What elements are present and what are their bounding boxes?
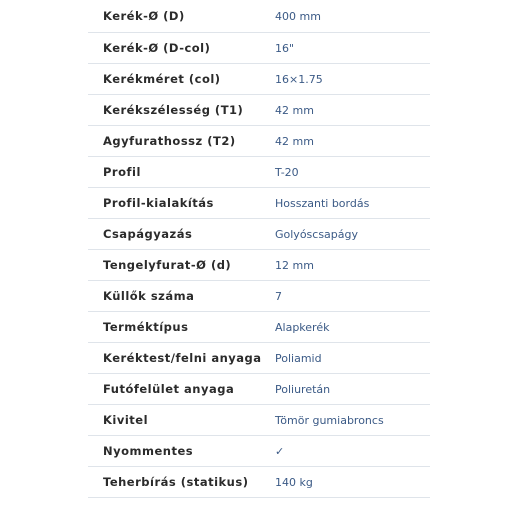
spec-label: Profil-kialakítás [103, 196, 214, 210]
spec-table [88, 0, 430, 498]
spec-row-non-marking [88, 436, 430, 467]
spec-label: Futófelület anyaga [103, 382, 235, 396]
spec-value: 16" [275, 41, 295, 55]
spec-label: Csapágyazás [103, 227, 193, 241]
spec-value: Tömör gumiabroncs [275, 413, 384, 427]
checkmark-icon: ✓ [275, 444, 285, 458]
spec-label: Kerék-Ø (D-col) [103, 41, 211, 55]
spec-row-axle-bore [88, 250, 430, 281]
spec-row-spoke-count [88, 281, 430, 312]
spec-row-load-capacity [88, 467, 430, 498]
spec-row-wheel-diameter [88, 0, 430, 33]
spec-label: Nyommentes [103, 444, 194, 458]
spec-value: Golyóscsapágy [275, 227, 359, 241]
spec-value: Poliuretán [275, 382, 331, 396]
spec-value: 16×1.75 [275, 72, 323, 86]
spec-value: Hosszanti bordás [275, 196, 370, 210]
spec-row-profile-design [88, 188, 430, 219]
spec-row-wheel-width [88, 95, 430, 126]
spec-label: Teherbírás (statikus) [103, 475, 249, 489]
spec-row-tread-material [88, 374, 430, 405]
spec-value: Alapkerék [275, 320, 330, 334]
spec-row-design [88, 405, 430, 436]
spec-value: 7 [275, 289, 282, 303]
spec-value: T-20 [275, 165, 299, 179]
spec-label: Kerék-Ø (D) [103, 9, 185, 23]
spec-label: Keréktest/felni anyaga [103, 351, 262, 365]
spec-row-wheel-size [88, 64, 430, 95]
spec-row-profile [88, 157, 430, 188]
spec-value: 42 mm [275, 103, 314, 117]
spec-row-wheel-diameter-inch [88, 33, 430, 64]
spec-label: Terméktípus [103, 320, 189, 334]
spec-label: Agyfurathossz (T2) [103, 134, 236, 148]
spec-row-product-type [88, 312, 430, 343]
spec-value: 140 kg [275, 475, 313, 489]
spec-label: Tengelyfurat-Ø (d) [103, 258, 232, 272]
spec-value: 12 mm [275, 258, 314, 272]
spec-value: 42 mm [275, 134, 314, 148]
spec-label: Kerékméret (col) [103, 72, 221, 86]
spec-row-hub-length [88, 126, 430, 157]
spec-value: Poliamid [275, 351, 322, 365]
spec-label: Kivitel [103, 413, 149, 427]
spec-label: Küllők száma [103, 289, 195, 303]
spec-row-rim-material [88, 343, 430, 374]
spec-label: Kerékszélesség (T1) [103, 103, 244, 117]
spec-row-bearing [88, 219, 430, 250]
spec-label: Profil [103, 165, 141, 179]
spec-value: 400 mm [275, 9, 321, 23]
